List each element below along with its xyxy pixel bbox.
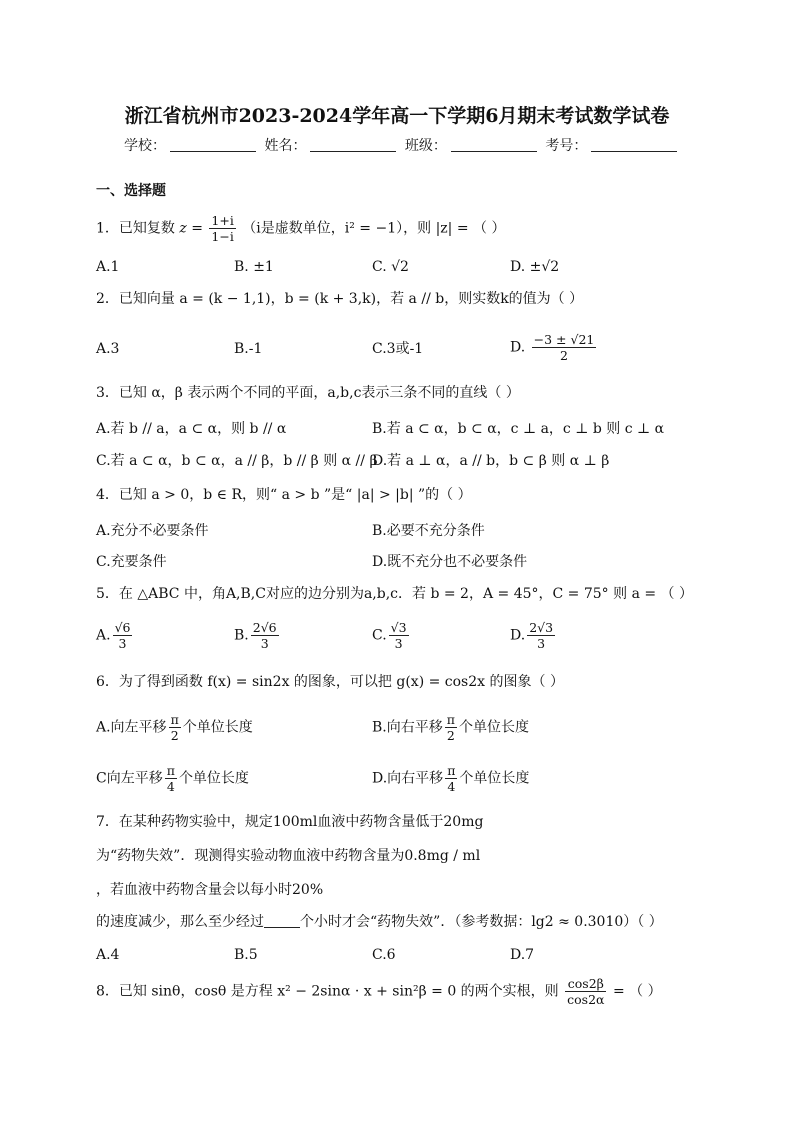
- q6-optb-num: π: [446, 712, 455, 727]
- question-7-line-4: [96, 913, 663, 931]
- q6-optb-text: B.向右平移: [372, 719, 443, 736]
- q5-optc-fraction: [389, 620, 409, 651]
- q6-optd-num: π: [447, 763, 456, 778]
- q6-opta-num: π: [170, 712, 179, 727]
- q6-optd-unit: 个单位长度: [459, 770, 530, 787]
- q7-option-d[interactable]: D.7: [510, 947, 535, 963]
- q2-optd-den: 2: [560, 348, 568, 363]
- q5-optc-num: √3: [390, 620, 407, 635]
- student-info-line: [124, 137, 681, 155]
- q5-optb-fraction: [251, 620, 279, 651]
- q5-opta-prefix: A.: [96, 627, 111, 644]
- q2-option-a[interactable]: A.3: [96, 341, 120, 357]
- q5-optd-den: 3: [537, 636, 546, 651]
- q6-opta-den: 2: [170, 728, 179, 743]
- q6-optd-fraction: [445, 763, 457, 794]
- q1-option-a[interactable]: A.1: [96, 259, 120, 275]
- q1-option-d[interactable]: D. ±√2: [510, 259, 560, 275]
- q3-option-a[interactable]: A.若 b // a，a ⊂ α，则 b // α: [96, 421, 287, 437]
- q2-optd-num: −3 ± √21: [533, 332, 595, 347]
- q6-option-c[interactable]: [96, 763, 249, 794]
- q6-opta-fraction: [169, 712, 181, 743]
- q6-opta-text: A.向左平移: [96, 719, 167, 736]
- question-6: 6．为了得到函数 f(x) = sin2x 的图象，可以把 g(x) = cos2x 的图象（ ）: [96, 674, 564, 690]
- q6-optb-den: 2: [446, 728, 455, 743]
- q2-option-c[interactable]: C.3或-1: [372, 341, 424, 357]
- q4-option-d[interactable]: D.既不充分也不必要条件: [372, 554, 528, 570]
- q5-opta-num: √6: [114, 620, 131, 635]
- question-8: [96, 976, 662, 1007]
- q5-optd-fraction: [527, 620, 555, 651]
- q2-optd-prefix: D.: [510, 339, 526, 356]
- q7-line4-b: 个小时才会“药物失效”．（参考数据：lg2 ≈ 0.3010）（ ）: [300, 914, 663, 930]
- q3-option-b[interactable]: B.若 a ⊂ α，b ⊂ α，c ⊥ a，c ⊥ b 则 c ⊥ α: [372, 421, 665, 437]
- class-label: 班级：: [404, 138, 447, 154]
- q5-optb-num: 2√6: [252, 620, 277, 635]
- question-7-line-3: ，若血液中药物含量会以每小时20%: [96, 882, 324, 898]
- q6-optc-fraction: [165, 763, 177, 794]
- q1-stem-a: 1．已知复数: [96, 220, 175, 237]
- q4-option-b[interactable]: B.必要不充分条件: [372, 523, 485, 539]
- q1-z: z =: [179, 220, 203, 237]
- school-blank[interactable]: [170, 137, 256, 152]
- q5-opta-den: 3: [118, 636, 127, 651]
- name-blank[interactable]: [310, 137, 396, 152]
- q1-stem-b: （i是虚数单位，i² = −1），则 |z| = （ ）: [242, 220, 506, 237]
- question-1: [96, 213, 505, 244]
- q1-den: 1−i: [211, 229, 234, 244]
- q8-stem-a: 8．已知 sinθ，cosθ 是方程 x² − 2sinα · x + sin²β = 0 的两个实根，则: [96, 983, 559, 1000]
- q8-num: cos2β: [565, 976, 606, 992]
- question-4: 4．已知 a > 0，b ∈ R，则“ a > b ”是“ |a| > |b| ”的（ ）: [96, 487, 472, 503]
- number-blank[interactable]: [591, 137, 677, 152]
- question-3: 3．已知 α，β 表示两个不同的平面，a,b,c表示三条不同的直线（ ）: [96, 385, 520, 401]
- q1-fraction: [209, 213, 235, 244]
- q7-option-a[interactable]: A.4: [96, 947, 120, 963]
- question-7-line-1: 7．在某种药物实验中，规定100ml血液中药物含量低于20mg: [96, 814, 484, 830]
- q7-answer-blank[interactable]: [264, 913, 300, 928]
- q2-option-d[interactable]: [510, 332, 598, 363]
- q5-option-b[interactable]: [234, 620, 281, 651]
- q4-option-a[interactable]: A.充分不必要条件: [96, 523, 209, 539]
- q3-option-d[interactable]: D.若 a ⊥ α，a // b，b ⊂ β 则 α ⊥ β: [372, 453, 610, 469]
- class-blank[interactable]: [451, 137, 537, 152]
- q7-option-c[interactable]: C.6: [372, 947, 396, 963]
- q8-den: cos2α: [567, 992, 605, 1007]
- q5-optb-den: 3: [260, 636, 269, 651]
- q6-optd-den: 4: [447, 779, 456, 794]
- question-2: 2．已知向量 a = (k − 1,1)，b = (k + 3,k)，若 a // b，则实数k的值为（ ）: [96, 291, 584, 307]
- school-label: 学校：: [124, 138, 166, 154]
- q5-option-d[interactable]: [510, 620, 557, 651]
- question-5: 5．在 △ABC 中，角A,B,C对应的边分别为a,b,c．若 b = 2，A = 45°，C = 75° 则 a = （ ）: [96, 586, 693, 602]
- q5-optb-prefix: B.: [234, 627, 249, 644]
- q6-option-a[interactable]: [96, 712, 253, 743]
- q6-optb-unit: 个单位长度: [458, 719, 529, 736]
- q5-optd-num: 2√3: [529, 620, 554, 635]
- q6-optc-num: π: [166, 763, 175, 778]
- q6-option-b[interactable]: [372, 712, 529, 743]
- q5-option-c[interactable]: [372, 620, 411, 651]
- q1-option-b[interactable]: B. ±1: [234, 259, 274, 275]
- q6-optc-unit: 个单位长度: [178, 770, 249, 787]
- number-label: 考号：: [545, 138, 588, 154]
- q6-option-d[interactable]: [372, 763, 529, 794]
- q5-option-a[interactable]: [96, 620, 134, 651]
- q7-option-b[interactable]: B.5: [234, 947, 258, 963]
- q5-optc-prefix: C.: [372, 627, 387, 644]
- q8-stem-b: = （ ）: [612, 983, 662, 1000]
- q1-num: 1+i: [211, 213, 234, 228]
- q7-line4-a: 的速度减少，那么至少经过: [96, 914, 264, 930]
- section-heading: 一、选择题: [96, 183, 166, 199]
- page-title: 浙江省杭州市2023-2024学年高一下学期6月期末考试数学试卷: [124, 105, 670, 127]
- q6-opta-unit: 个单位长度: [182, 719, 253, 736]
- q2-optd-fraction: [532, 332, 597, 363]
- q6-optc-den: 4: [166, 779, 175, 794]
- q6-optd-text: D.向右平移: [372, 770, 444, 787]
- q4-option-c[interactable]: C.充要条件: [96, 554, 167, 570]
- q1-option-c[interactable]: C. √2: [372, 259, 409, 275]
- name-label: 姓名：: [264, 138, 307, 154]
- q3-option-c[interactable]: C.若 a ⊂ α，b ⊂ α，a // β，b // β 则 α // β: [96, 453, 378, 469]
- question-7-line-2: 为“药物失效”．现测得实验动物血液中药物含量为0.8mg / ml: [96, 848, 481, 864]
- q5-opta-fraction: [113, 620, 133, 651]
- q5-optc-den: 3: [394, 636, 403, 651]
- q2-option-b[interactable]: B.-1: [234, 341, 263, 357]
- q8-fraction: [565, 976, 606, 1007]
- q6-optc-text: C向左平移: [96, 770, 163, 787]
- q6-optb-fraction: [445, 712, 457, 743]
- q5-optd-prefix: D.: [510, 627, 526, 644]
